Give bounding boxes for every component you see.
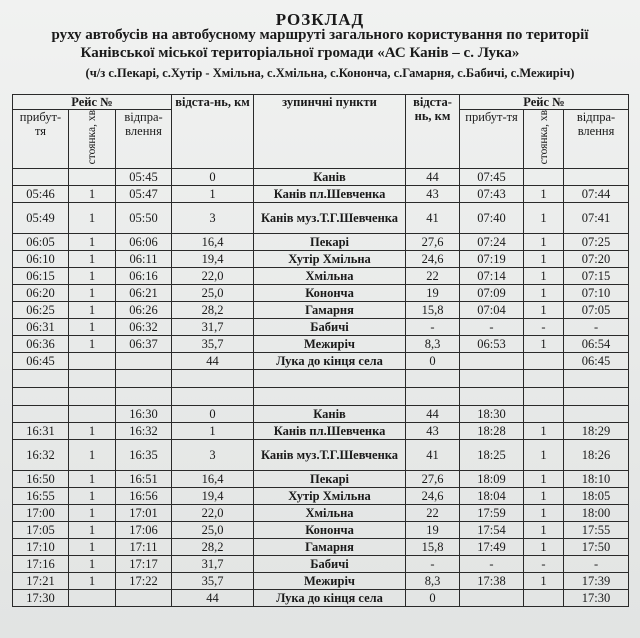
departure-out-cell: 17:06 (116, 522, 172, 539)
arrival-out-cell: 16:31 (13, 423, 69, 440)
arrival-out-cell: 17:16 (13, 556, 69, 573)
stop-minutes-back-cell: 1 (524, 488, 564, 505)
empty-cell (13, 370, 69, 388)
distance-back-cell: 22 (406, 505, 460, 522)
stop-minutes-back-cell (524, 353, 564, 370)
stop-name-cell: Канів (254, 406, 406, 423)
arrival-back-cell (460, 590, 524, 607)
stop-name-cell: Канів пл.Шевченка (254, 186, 406, 203)
trip-number-header-left: Рейс № (13, 95, 172, 110)
stop-minutes-back-cell: - (524, 319, 564, 336)
route-via-note: (ч/з с.Пекарі, с.Хутір - Хмільна, с.Хмільна, с.Кононча, с.Гамарня, с.Бабичі, с.Межиріч) (85, 66, 575, 80)
empty-cell (406, 370, 460, 388)
arrival-back-cell: 07:14 (460, 268, 524, 285)
distance-back-cell: 27,6 (406, 471, 460, 488)
table-row (13, 471, 629, 488)
distance-back-cell: 43 (406, 423, 460, 440)
schedule-body (13, 169, 629, 607)
departure-out-cell: 06:11 (116, 251, 172, 268)
departure-out-cell: 06:32 (116, 319, 172, 336)
stops-header: зупинчні пункти (254, 95, 406, 169)
table-row (13, 336, 629, 353)
stop-name-cell: Канів муз.Т.Г.Шевченка (254, 440, 406, 471)
empty-cell (406, 388, 460, 406)
stop-minutes-back-cell: 1 (524, 251, 564, 268)
departure-out-cell: 06:16 (116, 268, 172, 285)
distance-out-cell: 28,2 (172, 539, 254, 556)
table-row (13, 302, 629, 319)
distance-back-cell: 43 (406, 186, 460, 203)
arrival-back-cell: 17:59 (460, 505, 524, 522)
schedule-table (12, 94, 629, 607)
empty-cell (564, 370, 629, 388)
stop-minutes-out-cell: 1 (69, 251, 116, 268)
stop-minutes-out-cell: 1 (69, 268, 116, 285)
stop-name-cell: Бабичі (254, 319, 406, 336)
distance-out-cell: 22,0 (172, 505, 254, 522)
arrival-back-cell: 18:25 (460, 440, 524, 471)
stop-name-cell: Кононча (254, 522, 406, 539)
distance-back-cell: 8,3 (406, 573, 460, 590)
stop-minutes-back-cell (524, 590, 564, 607)
departure-back-cell (564, 169, 629, 186)
table-row (13, 234, 629, 251)
arrival-out-cell: 06:25 (13, 302, 69, 319)
stop-minutes-back-cell: 1 (524, 440, 564, 471)
stop-minutes-out-cell (69, 590, 116, 607)
distance-back-cell: 44 (406, 169, 460, 186)
stop-name-cell: Лука до кінця села (254, 353, 406, 370)
departure-back-cell: 07:20 (564, 251, 629, 268)
departure-back-cell: 06:45 (564, 353, 629, 370)
table-row (13, 573, 629, 590)
empty-cell (13, 388, 69, 406)
arrival-back-cell: 07:19 (460, 251, 524, 268)
distance-back-cell: 0 (406, 590, 460, 607)
empty-cell (564, 388, 629, 406)
arrival-header-right: прибут-тя (460, 110, 524, 169)
arrival-back-cell: 07:40 (460, 203, 524, 234)
arrival-out-cell: 05:49 (13, 203, 69, 234)
distance-back-cell: 22 (406, 268, 460, 285)
distance-out-cell: 31,7 (172, 319, 254, 336)
stop-name-cell: Хутір Хмільна (254, 251, 406, 268)
stop-minutes-back-cell: 1 (524, 186, 564, 203)
stop-minutes-out-cell: 1 (69, 488, 116, 505)
distance-back-cell: 0 (406, 353, 460, 370)
departure-back-cell: - (564, 556, 629, 573)
departure-out-cell: 05:50 (116, 203, 172, 234)
departure-out-cell: 16:30 (116, 406, 172, 423)
stop-minutes-out-cell: 1 (69, 471, 116, 488)
arrival-out-cell: 16:32 (13, 440, 69, 471)
arrival-out-cell: 06:31 (13, 319, 69, 336)
distance-out-cell: 16,4 (172, 234, 254, 251)
distance-back-cell: 24,6 (406, 251, 460, 268)
arrival-back-cell: 18:09 (460, 471, 524, 488)
distance-out-cell: 22,0 (172, 268, 254, 285)
departure-back-cell: 18:10 (564, 471, 629, 488)
distance-back-cell: - (406, 556, 460, 573)
distance-header-left: відста-нь, км (172, 95, 254, 169)
table-row (13, 440, 629, 471)
departure-out-cell: 17:22 (116, 573, 172, 590)
distance-out-cell: 28,2 (172, 302, 254, 319)
empty-cell (69, 388, 116, 406)
arrival-back-cell: 18:30 (460, 406, 524, 423)
departure-header-right: відпра-влення (564, 110, 629, 169)
empty-cell (172, 370, 254, 388)
departure-back-cell: 17:50 (564, 539, 629, 556)
departure-out-cell: 17:01 (116, 505, 172, 522)
arrival-back-cell: - (460, 556, 524, 573)
departure-back-cell: 17:55 (564, 522, 629, 539)
stop-minutes-out-cell: 1 (69, 556, 116, 573)
separator-row (13, 370, 629, 388)
stop-minutes-out-cell: 1 (69, 234, 116, 251)
empty-cell (172, 388, 254, 406)
departure-out-cell: 17:17 (116, 556, 172, 573)
stop-minutes-back-cell: 1 (524, 539, 564, 556)
stop-minutes-header-right: стоянка, хв (524, 110, 564, 169)
distance-out-cell: 16,4 (172, 471, 254, 488)
departure-out-cell: 06:26 (116, 302, 172, 319)
arrival-back-cell: 07:43 (460, 186, 524, 203)
stop-minutes-out-cell: 1 (69, 302, 116, 319)
arrival-back-cell: - (460, 319, 524, 336)
table-row (13, 319, 629, 336)
departure-out-cell: 06:06 (116, 234, 172, 251)
departure-back-cell: 07:25 (564, 234, 629, 251)
stop-name-cell: Канів пл.Шевченка (254, 423, 406, 440)
table-row (13, 186, 629, 203)
empty-cell (116, 388, 172, 406)
stop-minutes-back-cell: 1 (524, 203, 564, 234)
distance-out-cell: 44 (172, 353, 254, 370)
table-row (13, 590, 629, 607)
stop-name-cell: Хмільна (254, 268, 406, 285)
distance-back-cell: 19 (406, 522, 460, 539)
distance-back-cell: 44 (406, 406, 460, 423)
stop-minutes-out-cell: 1 (69, 522, 116, 539)
distance-out-cell: 25,0 (172, 285, 254, 302)
arrival-back-cell: 07:24 (460, 234, 524, 251)
distance-out-cell: 44 (172, 590, 254, 607)
distance-back-cell: 41 (406, 440, 460, 471)
table-row (13, 539, 629, 556)
stop-minutes-out-cell: 1 (69, 186, 116, 203)
departure-out-cell: 06:21 (116, 285, 172, 302)
table-row (13, 203, 629, 234)
subtitle-line-2: Канівської міської територіальної громади «АС Канів – с. Лука» (80, 45, 520, 61)
table-row (13, 505, 629, 522)
stop-minutes-out-cell: 1 (69, 423, 116, 440)
empty-cell (69, 370, 116, 388)
stop-name-cell: Канів муз.Т.Г.Шевченка (254, 203, 406, 234)
departure-back-cell: 18:26 (564, 440, 629, 471)
stop-name-cell: Хмільна (254, 505, 406, 522)
stop-name-cell: Канів (254, 169, 406, 186)
arrival-back-cell: 07:09 (460, 285, 524, 302)
stop-minutes-back-cell (524, 169, 564, 186)
stop-minutes-back-cell: 1 (524, 336, 564, 353)
distance-out-cell: 3 (172, 440, 254, 471)
arrival-back-cell (460, 353, 524, 370)
distance-out-cell: 31,7 (172, 556, 254, 573)
empty-cell (524, 370, 564, 388)
arrival-back-cell: 07:45 (460, 169, 524, 186)
empty-cell (460, 388, 524, 406)
table-row (13, 488, 629, 505)
table-row (13, 423, 629, 440)
arrival-out-cell: 05:46 (13, 186, 69, 203)
subtitle-line-1: руху автобусів на автобусному маршруті загального користування по території (51, 27, 589, 43)
departure-back-cell: 07:41 (564, 203, 629, 234)
distance-back-cell: 19 (406, 285, 460, 302)
stop-minutes-back-cell (524, 406, 564, 423)
arrival-out-cell: 17:21 (13, 573, 69, 590)
arrival-back-cell: 17:49 (460, 539, 524, 556)
stop-minutes-back-cell: 1 (524, 573, 564, 590)
stop-minutes-back-cell: 1 (524, 234, 564, 251)
arrival-out-cell (13, 406, 69, 423)
distance-back-cell: 8,3 (406, 336, 460, 353)
departure-back-cell: 17:39 (564, 573, 629, 590)
distance-out-cell: 35,7 (172, 573, 254, 590)
stop-name-cell: Лука до кінця села (254, 590, 406, 607)
stop-minutes-back-cell: 1 (524, 285, 564, 302)
departure-out-cell: 16:35 (116, 440, 172, 471)
departure-out-cell: 06:37 (116, 336, 172, 353)
departure-out-cell: 16:32 (116, 423, 172, 440)
departure-back-cell: 07:05 (564, 302, 629, 319)
arrival-out-cell (13, 169, 69, 186)
trip-number-header-right: Рейс № (460, 95, 629, 110)
departure-back-cell: 17:30 (564, 590, 629, 607)
distance-out-cell: 3 (172, 203, 254, 234)
arrival-out-cell: 06:05 (13, 234, 69, 251)
departure-back-cell (564, 406, 629, 423)
stop-minutes-back-cell: 1 (524, 522, 564, 539)
departure-out-cell: 17:11 (116, 539, 172, 556)
stop-name-cell: Гамарня (254, 539, 406, 556)
arrival-header-left: прибут-тя (13, 110, 69, 169)
stop-minutes-out-cell (69, 406, 116, 423)
stop-minutes-back-cell: - (524, 556, 564, 573)
arrival-out-cell: 06:45 (13, 353, 69, 370)
table-row (13, 406, 629, 423)
table-row (13, 556, 629, 573)
arrival-out-cell: 16:55 (13, 488, 69, 505)
departure-header-left: відпра-влення (116, 110, 172, 169)
distance-back-cell: 41 (406, 203, 460, 234)
stop-minutes-out-cell: 1 (69, 319, 116, 336)
departure-back-cell: - (564, 319, 629, 336)
arrival-out-cell: 06:36 (13, 336, 69, 353)
arrival-out-cell: 17:05 (13, 522, 69, 539)
stop-minutes-back-cell: 1 (524, 505, 564, 522)
stop-minutes-out-cell (69, 169, 116, 186)
stop-minutes-back-cell: 1 (524, 423, 564, 440)
page-title: РОЗКЛАД (275, 10, 365, 29)
table-row (13, 268, 629, 285)
stop-name-cell: Пекарі (254, 471, 406, 488)
departure-back-cell: 18:05 (564, 488, 629, 505)
departure-out-cell: 05:45 (116, 169, 172, 186)
arrival-out-cell: 06:15 (13, 268, 69, 285)
stop-name-cell: Хутір Хмільна (254, 488, 406, 505)
distance-out-cell: 25,0 (172, 522, 254, 539)
departure-out-cell (116, 590, 172, 607)
stop-minutes-out-cell: 1 (69, 539, 116, 556)
stop-name-cell: Межиріч (254, 573, 406, 590)
table-row (13, 285, 629, 302)
empty-cell (460, 370, 524, 388)
departure-back-cell: 07:15 (564, 268, 629, 285)
table-row (13, 251, 629, 268)
stop-name-cell: Бабичі (254, 556, 406, 573)
departure-back-cell: 18:00 (564, 505, 629, 522)
distance-back-cell: 15,8 (406, 539, 460, 556)
stop-minutes-back-cell: 1 (524, 268, 564, 285)
distance-out-cell: 1 (172, 186, 254, 203)
arrival-back-cell: 18:28 (460, 423, 524, 440)
arrival-out-cell: 17:30 (13, 590, 69, 607)
distance-out-cell: 0 (172, 169, 254, 186)
arrival-out-cell: 16:50 (13, 471, 69, 488)
table-row (13, 353, 629, 370)
table-row (13, 169, 629, 186)
empty-cell (254, 388, 406, 406)
stop-name-cell: Кононча (254, 285, 406, 302)
stop-minutes-out-cell: 1 (69, 505, 116, 522)
stop-minutes-back-cell: 1 (524, 471, 564, 488)
stop-minutes-out-cell: 1 (69, 203, 116, 234)
separator-row (13, 388, 629, 406)
distance-out-cell: 0 (172, 406, 254, 423)
departure-back-cell: 07:44 (564, 186, 629, 203)
arrival-back-cell: 07:04 (460, 302, 524, 319)
arrival-back-cell: 17:54 (460, 522, 524, 539)
empty-cell (254, 370, 406, 388)
stop-minutes-out-cell (69, 353, 116, 370)
stop-name-cell: Межиріч (254, 336, 406, 353)
arrival-back-cell: 06:53 (460, 336, 524, 353)
distance-back-cell: 27,6 (406, 234, 460, 251)
stop-minutes-header-left: стоянка, хв (69, 110, 116, 169)
arrival-out-cell: 17:10 (13, 539, 69, 556)
empty-cell (116, 370, 172, 388)
departure-out-cell: 16:51 (116, 471, 172, 488)
stop-minutes-out-cell: 1 (69, 336, 116, 353)
distance-back-cell: 15,8 (406, 302, 460, 319)
arrival-back-cell: 17:38 (460, 573, 524, 590)
table-row (13, 522, 629, 539)
departure-back-cell: 06:54 (564, 336, 629, 353)
stop-minutes-back-cell: 1 (524, 302, 564, 319)
distance-out-cell: 19,4 (172, 488, 254, 505)
empty-cell (524, 388, 564, 406)
departure-back-cell: 18:29 (564, 423, 629, 440)
departure-out-cell: 16:56 (116, 488, 172, 505)
arrival-out-cell: 06:20 (13, 285, 69, 302)
distance-header-right: відста-нь, км (406, 95, 460, 169)
departure-out-cell: 05:47 (116, 186, 172, 203)
stop-minutes-out-cell: 1 (69, 440, 116, 471)
stop-minutes-out-cell: 1 (69, 573, 116, 590)
arrival-out-cell: 17:00 (13, 505, 69, 522)
distance-back-cell: - (406, 319, 460, 336)
distance-out-cell: 35,7 (172, 336, 254, 353)
distance-out-cell: 1 (172, 423, 254, 440)
distance-out-cell: 19,4 (172, 251, 254, 268)
stop-name-cell: Гамарня (254, 302, 406, 319)
stop-name-cell: Пекарі (254, 234, 406, 251)
departure-back-cell: 07:10 (564, 285, 629, 302)
arrival-back-cell: 18:04 (460, 488, 524, 505)
arrival-out-cell: 06:10 (13, 251, 69, 268)
stop-minutes-out-cell: 1 (69, 285, 116, 302)
departure-out-cell (116, 353, 172, 370)
distance-back-cell: 24,6 (406, 488, 460, 505)
